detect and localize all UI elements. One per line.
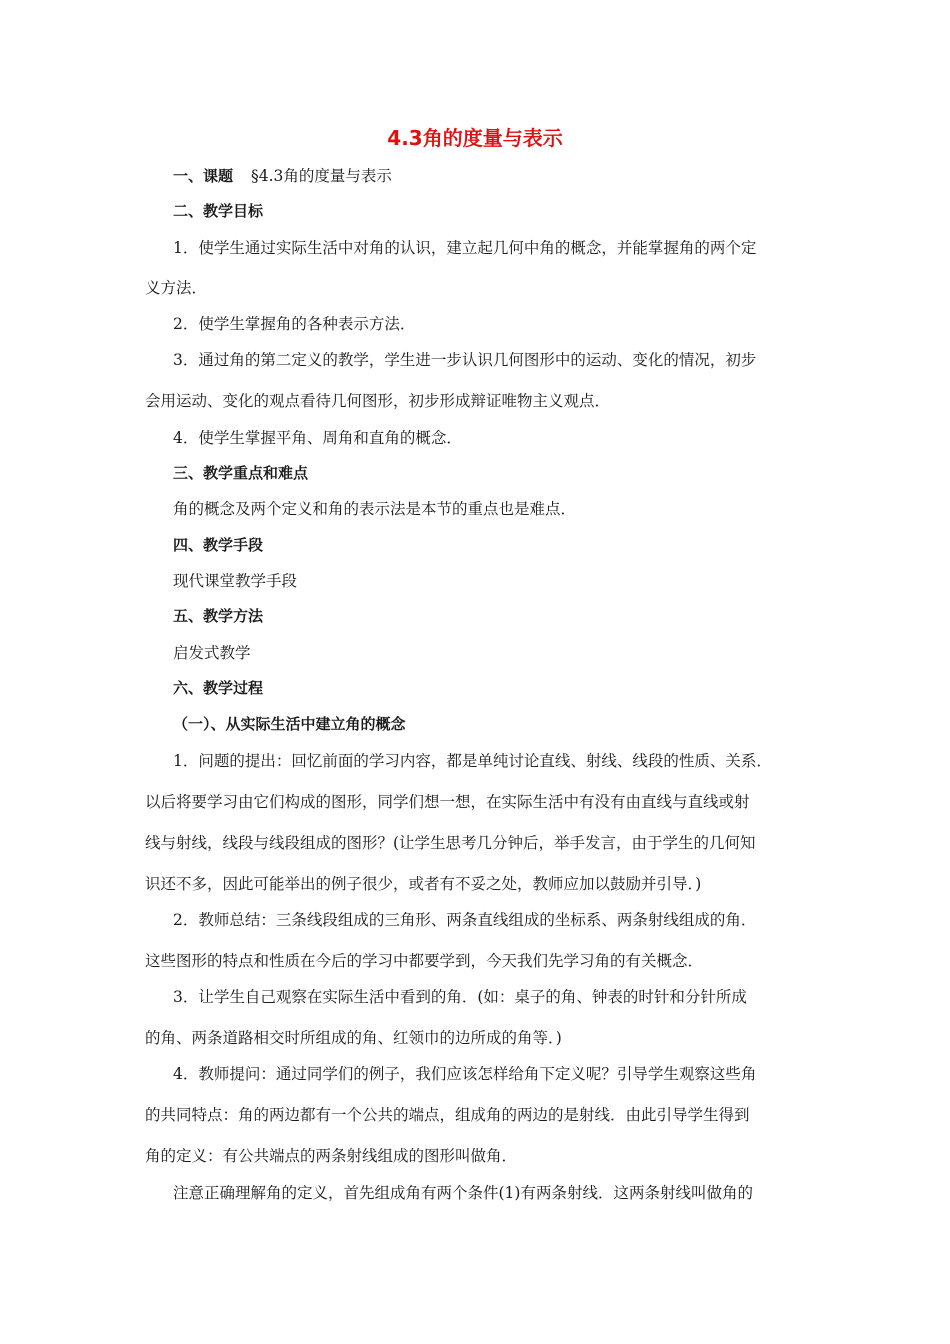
paragraph-line: 现代课堂教学手段 bbox=[173, 572, 298, 590]
paragraph-line: 以后将要学习由它们构成的图形，同学们想一想，在实际生活中有没有由直线与直线或射 bbox=[145, 793, 750, 811]
section-heading: 五、教学方法 bbox=[173, 607, 264, 625]
paragraph-line: 会用运动、变化的观点看待几何图形，初步形成辩证唯物主义观点． bbox=[145, 392, 611, 410]
paragraph-line: 2．使学生掌握角的各种表示方法． bbox=[173, 315, 416, 333]
paragraph-line: 启发式教学 bbox=[173, 644, 251, 662]
paragraph-line: 3．通过角的第二定义的教学，学生进一步认识几何图形中的运动、变化的情况，初步 bbox=[173, 351, 757, 369]
paragraph-line: 的角、两条道路相交时所组成的角、红领巾的边所成的角等．) bbox=[145, 1029, 562, 1047]
paragraph-line: 角的定义：有公共端点的两条射线组成的图形叫做角． bbox=[145, 1147, 518, 1165]
section-heading: 一、课题 bbox=[173, 167, 234, 185]
paragraph-line: 2．教师总结：三条线段组成的三角形、两条直线组成的坐标系、两条射线组成的角． bbox=[173, 911, 757, 929]
topic-text: §4.3角的度量与表示 bbox=[251, 167, 392, 185]
paragraph-line: 4．教师提问：通过同学们的例子，我们应该怎样给角下定义呢？引导学生观察这些角 bbox=[173, 1065, 757, 1083]
paragraph-line: 4．使学生掌握平角、周角和直角的概念． bbox=[173, 429, 462, 447]
paragraph-line: 注意正确理解角的定义，首先组成角有两个条件(1)有两条射线．这两条射线叫做角的 bbox=[173, 1184, 753, 1202]
paragraph-line: 义方法． bbox=[145, 279, 208, 297]
paragraph-line: 角的概念及两个定义和角的表示法是本节的重点也是难点． bbox=[173, 500, 577, 518]
section-topic bbox=[173, 164, 810, 186]
paragraph-line: 这些图形的特点和性质在今后的学习中都要学到，今天我们先学习角的有关概念． bbox=[145, 952, 704, 970]
paragraph-line: 1．问题的提出：回忆前面的学习内容，都是单纯讨论直线、射线、线段的性质、关系． bbox=[173, 752, 772, 770]
paragraph-line: 的共同特点：角的两边都有一个公共的端点，组成角的两边的是射线．由此引导学生得到 bbox=[145, 1106, 750, 1124]
page-title: 4.3角的度量与表示 bbox=[387, 126, 563, 150]
paragraph-line: 3．让学生自己观察在实际生活中看到的角．(如：桌子的角、钟表的时针和分针所成 bbox=[173, 988, 747, 1006]
section-heading: 四、教学手段 bbox=[173, 536, 264, 554]
paragraph-line: 识还不多，因此可能举出的例子很少，或者有不妥之处，教师应加以鼓励并引导．) bbox=[145, 875, 702, 893]
section-heading: 二、教学目标 bbox=[173, 202, 264, 220]
section-heading: 六、教学过程 bbox=[173, 679, 264, 697]
section-heading: 三、教学重点和难点 bbox=[173, 464, 309, 482]
paragraph-line: 线与射线，线段与线段组成的图形？(让学生思考几分钟后，举手发言，由于学生的几何知 bbox=[145, 834, 756, 852]
paragraph-line: 1．使学生通过实际生活中对角的认识，建立起几何中角的概念，并能掌握角的两个定 bbox=[173, 239, 757, 257]
subsection-heading: （一）、从实际生活中建立角的概念 bbox=[173, 715, 406, 733]
